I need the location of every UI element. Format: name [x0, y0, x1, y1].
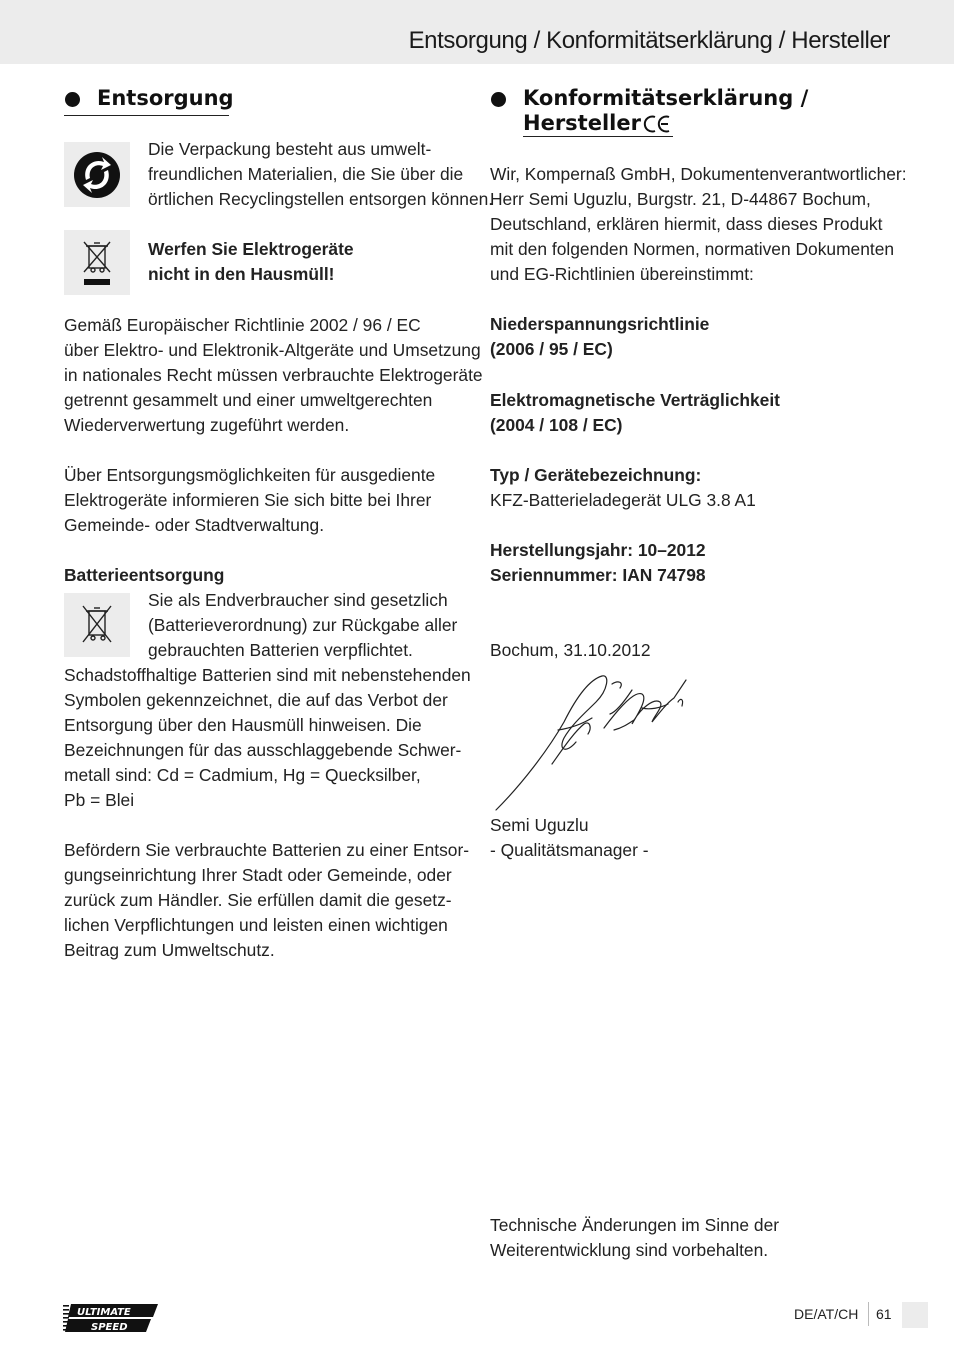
page-title: Entsorgung / Konformitätserklärung / Hersteller: [408, 27, 890, 54]
para3-line: zurück zum Händler. Sie erfüllen damit die gesetz-: [64, 890, 452, 910]
signer-role: - Qualitätsmanager -: [490, 840, 649, 860]
type-value: KFZ-Batterieladegerät ULG 3.8 A1: [490, 490, 756, 510]
directive2-code: (2004 / 108 / EC): [490, 415, 623, 435]
heading-konformitaet: Konformitätserklärung /: [523, 86, 809, 110]
type-label: Typ / Gerätebezeichnung:: [490, 465, 702, 485]
logo-text-line1: ULTIMATE: [77, 1307, 131, 1318]
battery-beside-line: (Batterieverordnung) zur Rückgabe aller: [148, 615, 458, 635]
recycle-text-1: Die Verpackung besteht aus umwelt-: [148, 139, 432, 159]
para2-line: Über Entsorgungsmöglichkeiten für ausgediente: [64, 465, 436, 485]
tech-note-line: Technische Änderungen im Sinne der: [490, 1215, 780, 1235]
para1-line: über Elektro- und Elektronik-Altgeräte und Umsetzung: [64, 340, 481, 360]
directive1-code: (2006 / 95 / EC): [490, 339, 613, 359]
battery-beside-line: Sie als Endverbraucher sind gesetzlich: [148, 590, 448, 610]
tech-note-line: Weiterentwicklung sind vorbehalten.: [490, 1240, 769, 1260]
ultimate-speed-logo: [63, 1303, 163, 1333]
para3-line: gungseinrichtung Ihrer Stadt oder Gemeinde, oder: [64, 865, 452, 885]
page-tab-marker: [902, 1302, 928, 1328]
para3-line: Befördern Sie verbrauchte Batterien zu einer Entsor-: [64, 840, 470, 860]
directive2-name: Elektromagnetische Verträglichkeit: [490, 390, 780, 410]
directive1-name: Niederspannungsrichtlinie: [490, 314, 710, 334]
footer-divider: [868, 1302, 869, 1326]
recycle-text-2: freundlichen Materialien, die Sie über die: [148, 164, 464, 184]
language-tag: DE/AT/CH: [794, 1306, 859, 1322]
para2-line: Elektrogeräte informieren Sie sich bitte bei Ihrer: [64, 490, 432, 510]
battery-rest-line: metall sind: Cd = Cadmium, Hg = Quecksilber,: [64, 765, 421, 785]
battery-bin-icon: [64, 593, 130, 657]
weee-warning-1: Werfen Sie Elektrogeräte: [148, 239, 354, 259]
recycle-text-3: örtlichen Recyclingstellen entsorgen können.: [148, 189, 494, 209]
battery-beside-line: gebrauchten Batterien verpflichtet.: [148, 640, 413, 660]
para2-line: Gemeinde- oder Stadtverwaltung.: [64, 515, 325, 535]
weee-warning-2: nicht in den Hausmüll!: [148, 264, 335, 284]
battery-heading: Batterieentsorgung: [64, 565, 225, 585]
weee-bin-icon: [64, 230, 130, 295]
heading-hersteller: Hersteller: [523, 111, 641, 135]
intro-line: Herr Semi Uguzlu, Burgstr. 21, D-44867 Bochum,: [490, 189, 871, 209]
place-date: Bochum, 31.10.2012: [490, 640, 651, 660]
page-number: 61: [876, 1306, 892, 1322]
bullet-dot: [491, 92, 506, 107]
signature: [492, 672, 692, 814]
battery-rest-line: Symbolen gekennzeichnet, die auf das Verbot der: [64, 690, 448, 710]
para1-line: getrennt gesammelt und einer umweltgerechten: [64, 390, 433, 410]
intro-line: Wir, Kompernaß GmbH, Dokumentenverantwortlicher:: [490, 164, 907, 184]
battery-rest-line: Entsorgung über den Hausmüll hinweisen. Die: [64, 715, 422, 735]
para1-line: Wiederverwertung zugeführt werden.: [64, 415, 350, 435]
heading-entsorgung: Entsorgung: [97, 86, 234, 110]
battery-rest-line: Bezeichnungen für das ausschlaggebende Schwer-: [64, 740, 462, 760]
manufacture-year: Herstellungsjahr: 10–2012: [490, 540, 706, 560]
signer-name: Semi Uguzlu: [490, 815, 589, 835]
battery-rest-line: Schadstoffhaltige Batterien sind mit nebenstehenden: [64, 665, 471, 685]
para3-line: lichen Verpflichtungen und leisten einen wichtigen: [64, 915, 448, 935]
intro-line: mit den folgenden Normen, normativen Dokumenten: [490, 239, 895, 259]
para1-line: in nationales Recht müssen verbrauchte Elektrogeräte: [64, 365, 483, 385]
intro-line: Deutschland, erklären hiermit, dass dieses Produkt: [490, 214, 883, 234]
intro-line: und EG-Richtlinien übereinstimmt:: [490, 264, 754, 284]
header-bar: [0, 0, 954, 64]
para1-line: Gemäß Europäischer Richtlinie 2002 / 96 / EC: [64, 315, 421, 335]
battery-rest-line: Pb = Blei: [64, 790, 135, 810]
recycle-icon: [64, 142, 130, 207]
logo-text-line2: SPEED: [91, 1322, 128, 1333]
ce-mark-icon: [643, 114, 673, 134]
para3-line: Beitrag zum Umweltschutz.: [64, 940, 275, 960]
serial-number: Seriennummer: IAN 74798: [490, 565, 706, 585]
